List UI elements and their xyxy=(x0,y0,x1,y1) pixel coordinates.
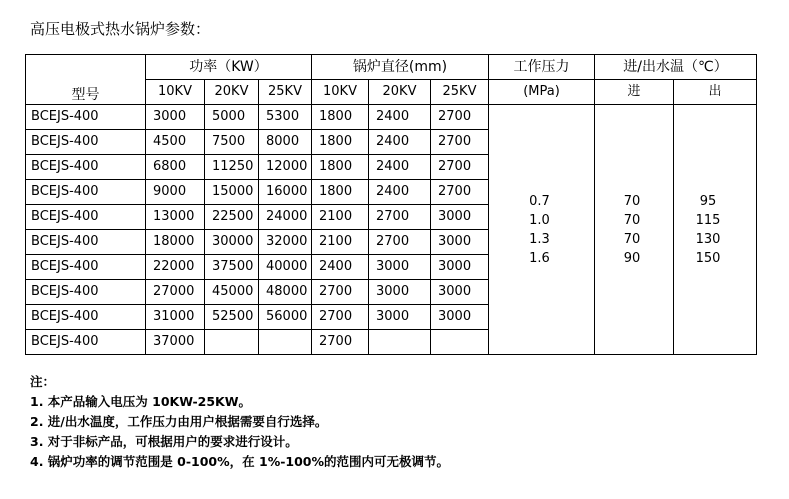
power-10kv-cell: 27000 xyxy=(146,280,205,305)
diameter-20kv-cell: 3000 xyxy=(369,305,431,330)
diameter-10kv-cell: 2700 xyxy=(312,305,369,330)
diameter-20kv-cell: 2400 xyxy=(369,130,431,155)
power-20kv-cell: 52500 xyxy=(205,305,259,330)
pressure-values-value: 1.3 xyxy=(529,231,550,247)
model-cell: BCEJS-400 xyxy=(26,155,146,180)
power-10kv-cell: 6800 xyxy=(146,155,205,180)
temp-out-values-value: 115 xyxy=(695,212,721,228)
power-10kv-cell: 13000 xyxy=(146,205,205,230)
power-25kv-cell: 32000 xyxy=(259,230,312,255)
pressure-header: 工作压力 xyxy=(489,55,595,80)
diameter-20kv-cell: 3000 xyxy=(369,255,431,280)
power-20kv-cell: 11250 xyxy=(205,155,259,180)
power-20kv-cell xyxy=(205,330,259,355)
model-cell: BCEJS-400 xyxy=(26,105,146,130)
temp-out-values xyxy=(674,105,757,355)
diameter-20kv-header: 20KV xyxy=(369,80,431,105)
power-25kv-cell: 48000 xyxy=(259,280,312,305)
model-header: 型号 xyxy=(26,55,146,105)
note-item: 3. 对于非标产品，可根据用户的要求进行设计。 xyxy=(30,434,298,449)
model-cell: BCEJS-400 xyxy=(26,230,146,255)
notes-heading: 注： xyxy=(30,374,56,389)
note-item: 2. 进/出水温度，工作压力由用户根据需要自行选择。 xyxy=(30,414,328,429)
temp-out-header: 出 xyxy=(674,80,757,105)
table-body xyxy=(26,55,757,355)
diameter-20kv-cell: 2700 xyxy=(369,205,431,230)
diameter-10kv-header: 10KV xyxy=(312,80,369,105)
diameter-25kv-cell xyxy=(431,330,489,355)
model-cell: BCEJS-400 xyxy=(26,330,146,355)
diameter-10kv-cell: 2700 xyxy=(312,280,369,305)
pressure-values-value: 1.6 xyxy=(529,250,550,266)
model-cell: BCEJS-400 xyxy=(26,255,146,280)
power-20kv-cell: 15000 xyxy=(205,180,259,205)
temp-out-values-value: 130 xyxy=(695,231,721,247)
power-20kv-cell: 37500 xyxy=(205,255,259,280)
power-10kv-cell: 31000 xyxy=(146,305,205,330)
diameter-10kv-cell: 1800 xyxy=(312,180,369,205)
note-item: 4. 锅炉功率的调节范围是 0-100%，在 1%-100%的范围内可无极调节。 xyxy=(30,454,450,469)
power-25kv-cell: 5300 xyxy=(259,105,312,130)
diameter-25kv-cell: 3000 xyxy=(431,305,489,330)
temp-in-values-value: 70 xyxy=(623,231,641,247)
power-20kv-cell: 45000 xyxy=(205,280,259,305)
diameter-25kv-cell: 2700 xyxy=(431,180,489,205)
diameter-10kv-cell: 1800 xyxy=(312,130,369,155)
power-25kv-cell: 56000 xyxy=(259,305,312,330)
pressure-unit-header: (MPa) xyxy=(489,80,595,105)
diameter-10kv-cell: 1800 xyxy=(312,105,369,130)
diameter-25kv-cell: 3000 xyxy=(431,280,489,305)
temp-in-values xyxy=(595,105,674,355)
power-header: 功率（KW） xyxy=(146,55,312,80)
temp-out-values-value: 150 xyxy=(695,250,721,266)
power-20kv-cell: 30000 xyxy=(205,230,259,255)
power-25kv-cell: 12000 xyxy=(259,155,312,180)
power-20kv-cell: 5000 xyxy=(205,105,259,130)
temp-in-values-value: 90 xyxy=(623,250,641,266)
power-20kv-header: 20KV xyxy=(205,80,259,105)
pressure-values-value: 0.7 xyxy=(529,193,550,209)
diameter-10kv-cell: 1800 xyxy=(312,155,369,180)
model-cell: BCEJS-400 xyxy=(26,280,146,305)
diameter-10kv-cell: 2400 xyxy=(312,255,369,280)
model-cell: BCEJS-400 xyxy=(26,130,146,155)
power-10kv-cell: 4500 xyxy=(146,130,205,155)
temp-in-values-value: 70 xyxy=(623,212,641,228)
power-20kv-cell: 7500 xyxy=(205,130,259,155)
diameter-25kv-cell: 3000 xyxy=(431,205,489,230)
power-10kv-cell: 9000 xyxy=(146,180,205,205)
pressure-values xyxy=(489,105,595,355)
page-title: 高压电极式热水锅炉参数： xyxy=(30,20,211,38)
diameter-20kv-cell: 3000 xyxy=(369,280,431,305)
diameter-25kv-cell: 3000 xyxy=(431,255,489,280)
diameter-10kv-cell: 2700 xyxy=(312,330,369,355)
model-cell: BCEJS-400 xyxy=(26,180,146,205)
power-25kv-cell: 24000 xyxy=(259,205,312,230)
diameter-20kv-cell: 2400 xyxy=(369,105,431,130)
power-10kv-header: 10KV xyxy=(146,80,205,105)
model-cell: BCEJS-400 xyxy=(26,305,146,330)
diameter-25kv-cell: 3000 xyxy=(431,230,489,255)
temp-in-header: 进 xyxy=(595,80,674,105)
power-20kv-cell: 22500 xyxy=(205,205,259,230)
temp-out-values-value: 95 xyxy=(699,193,717,209)
power-25kv-cell: 8000 xyxy=(259,130,312,155)
table-row xyxy=(26,105,757,130)
diameter-10kv-cell: 2100 xyxy=(312,205,369,230)
diameter-header: 锅炉直径(mm) xyxy=(312,55,489,80)
power-10kv-cell: 22000 xyxy=(146,255,205,280)
power-10kv-cell: 18000 xyxy=(146,230,205,255)
power-10kv-cell: 37000 xyxy=(146,330,205,355)
temp-in-values-value: 70 xyxy=(623,193,641,209)
diameter-20kv-cell: 2400 xyxy=(369,180,431,205)
diameter-25kv-cell: 2700 xyxy=(431,105,489,130)
diameter-25kv-header: 25KV xyxy=(431,80,489,105)
power-10kv-cell: 3000 xyxy=(146,105,205,130)
power-25kv-header: 25KV xyxy=(259,80,312,105)
notes-section xyxy=(30,372,449,472)
diameter-10kv-cell: 2100 xyxy=(312,230,369,255)
diameter-25kv-cell: 2700 xyxy=(431,155,489,180)
power-25kv-cell: 16000 xyxy=(259,180,312,205)
temp-header: 进/出水温（℃） xyxy=(595,55,757,80)
diameter-20kv-cell: 2700 xyxy=(369,230,431,255)
note-item: 1. 本产品输入电压为 10KW-25KW。 xyxy=(30,394,252,409)
model-cell: BCEJS-400 xyxy=(26,205,146,230)
pressure-values-value: 1.0 xyxy=(529,212,550,228)
diameter-20kv-cell: 2400 xyxy=(369,155,431,180)
boiler-spec-table xyxy=(25,54,757,355)
diameter-25kv-cell: 2700 xyxy=(431,130,489,155)
power-25kv-cell xyxy=(259,330,312,355)
power-25kv-cell: 40000 xyxy=(259,255,312,280)
diameter-20kv-cell xyxy=(369,330,431,355)
header-row-1 xyxy=(26,55,757,80)
